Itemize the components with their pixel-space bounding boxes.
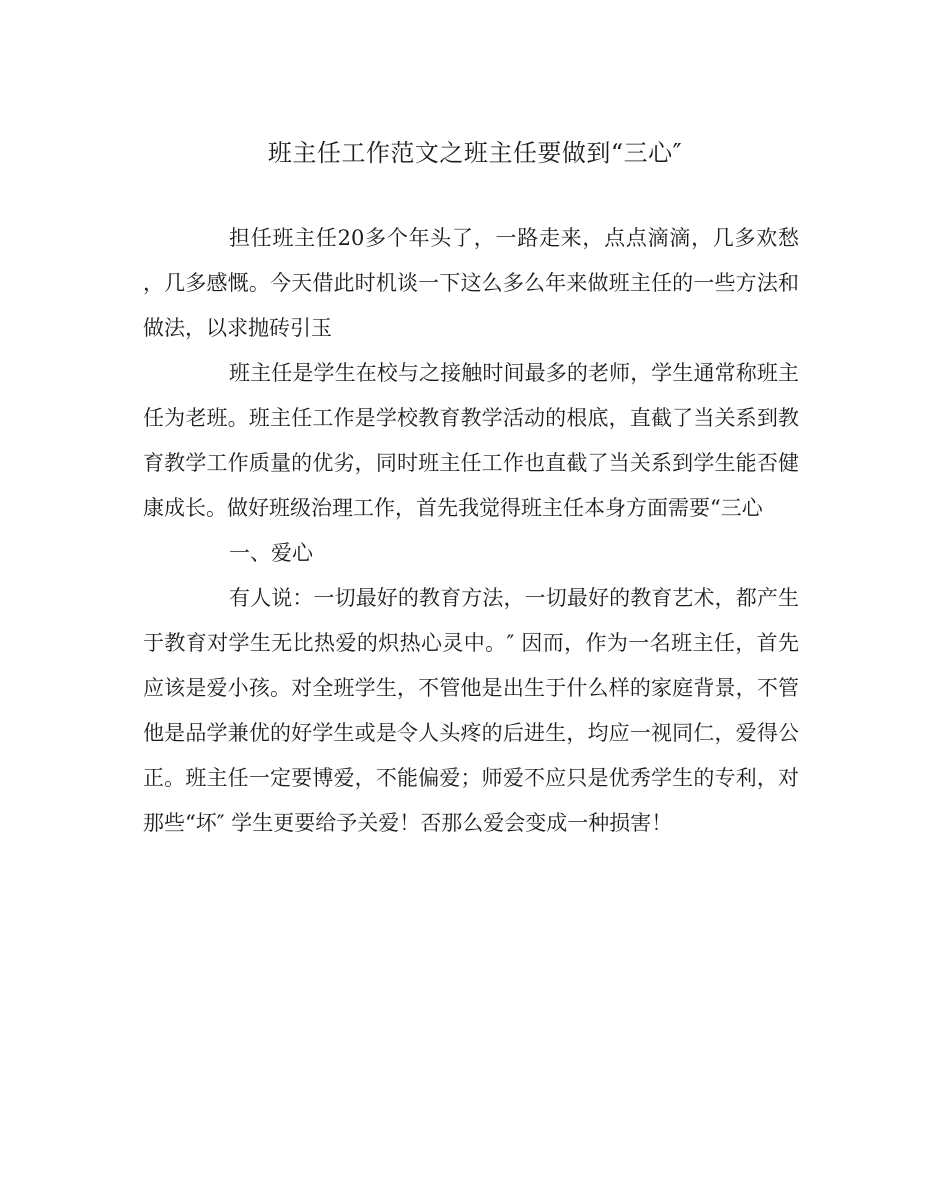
paragraph-intro: 担任班主任20多个年头了，一路走来，点点滴滴，几多欢愁，几多感慨。今天借此时机谈一下这么多么年来做班主任的一些方法和做法，以求抛砖引玉	[143, 226, 799, 340]
document-title: 班主任工作范文之班主任要做到“三心″	[267, 139, 683, 167]
paragraph-role: 班主任是学生在校与之接触时间最多的老师，学生通常称班主任为老班。班主任工作是学校教育教学活动的根底，直截了当关系到教育教学工作质量的优劣，同时班主任工作也直截了当关系到学生能否健康成长。做好班级治理工作，首先我觉得班主任本身方面需要“三心	[143, 361, 799, 520]
document-body	[143, 216, 799, 846]
section-heading-love: 一、爱心	[229, 541, 313, 565]
paragraph-love: 有人说：一切最好的教育方法，一切最好的教育艺术，都产生于教育对学生无比热爱的炽热心灵中。″ 因而，作为一名班主任，首先应该是爱小孩。对全班学生，不管他是出生于什么样的家庭背景，不管他是品学兼优的好学生或是令人头疼的后进生，均应一视同仁，爱得公正。班主任一定要博爱，不能偏爱；师爱不应只是优秀学生的专利，对那些“坏″ 学生更要给予关爱！否那么爱会变成一种损害！	[143, 586, 799, 835]
